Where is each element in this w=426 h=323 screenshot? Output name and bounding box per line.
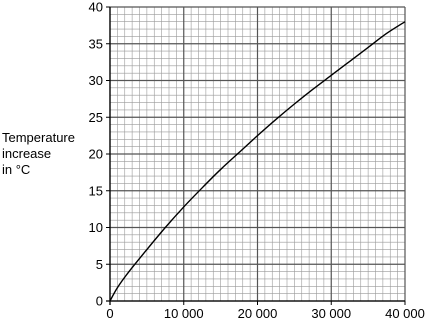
- x-tick-labels: [106, 301, 425, 321]
- y-tick-label: 30: [88, 73, 103, 88]
- y-tick-label: 0: [95, 293, 103, 309]
- y-tick-label: 15: [88, 183, 103, 199]
- y-axis-label-line-1: Temperature: [2, 130, 75, 145]
- y-tick-label: 35: [88, 36, 103, 52]
- y-tick-label: 5: [95, 256, 103, 272]
- y-tick-label: 25: [88, 109, 103, 125]
- y-tick-label: 20: [88, 146, 103, 162]
- y-tick-label: 40: [88, 0, 103, 15]
- y-tick-label: 10: [88, 220, 103, 235]
- x-tick-label: 10 000: [163, 306, 204, 321]
- y-axis-label-line-3: in °C: [2, 162, 31, 177]
- x-tick-label: 30 000: [311, 306, 352, 321]
- x-tick-label: 20 000: [237, 306, 278, 321]
- y-axis-label: [2, 130, 102, 178]
- x-tick-label: 0: [106, 306, 114, 321]
- axes: [106, 7, 405, 305]
- y-axis-label-line-2: increase: [2, 146, 52, 161]
- x-tick-label: 40 000: [385, 306, 425, 321]
